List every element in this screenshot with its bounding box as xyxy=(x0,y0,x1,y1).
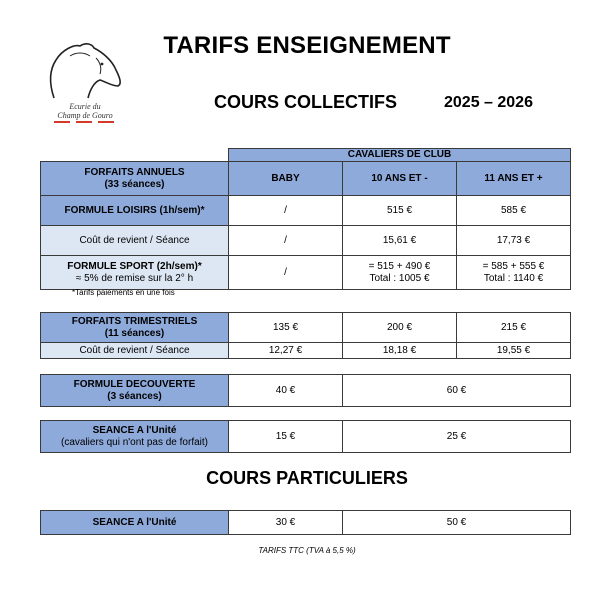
label-line: ≈ 5% de remise sur la 2° h xyxy=(75,272,194,284)
label-line: (33 séances) xyxy=(104,178,165,190)
logo-text: Champ de Gouro xyxy=(57,111,113,120)
price-line: Total : 1005 € xyxy=(369,272,430,284)
price-cell: 18,18 € xyxy=(343,343,457,359)
logo-dash xyxy=(54,121,70,123)
footer-note: TARIFS TTC (TVA à 5,5 %) xyxy=(258,546,356,555)
price-cell: 19,55 € xyxy=(457,343,571,359)
season-label: 2025 – 2026 xyxy=(444,94,533,111)
price-cell: 515 € xyxy=(343,196,457,226)
row-label xyxy=(41,256,229,290)
price-cell: 215 € xyxy=(457,313,571,343)
price-cell: 30 € xyxy=(229,511,343,535)
annual-table xyxy=(40,148,571,290)
row-label: FORMULE LOISIRS (1h/sem)* xyxy=(41,196,229,226)
col-header-10: 10 ANS ET - xyxy=(343,162,457,196)
price-cell: 50 € xyxy=(343,511,571,535)
price-cell xyxy=(343,256,457,290)
price-cell: 15,61 € xyxy=(343,226,457,256)
price-cell: 17,73 € xyxy=(457,226,571,256)
row-label xyxy=(41,421,229,453)
price-line: = 585 + 555 € xyxy=(482,260,545,272)
price-line: Total : 1140 € xyxy=(483,272,544,284)
row-label: SEANCE A l'Unité xyxy=(41,511,229,535)
label-line: FORFAITS ANNUELS xyxy=(84,166,185,178)
label-line: (cavaliers qui n'ont pas de forfait) xyxy=(61,436,208,448)
price-cell: / xyxy=(229,226,343,256)
label-line: SEANCE A l'Unité xyxy=(92,424,177,436)
price-cell xyxy=(457,256,571,290)
row-label xyxy=(41,375,229,407)
price-cell: / xyxy=(229,256,343,290)
price-cell: 200 € xyxy=(343,313,457,343)
row-label: Coût de revient / Séance xyxy=(41,343,229,359)
price-cell: 585 € xyxy=(457,196,571,226)
price-cell: 135 € xyxy=(229,313,343,343)
price-cell: 12,27 € xyxy=(229,343,343,359)
section-heading: COURS PARTICULIERS xyxy=(206,468,408,488)
page-title: TARIFS ENSEIGNEMENT xyxy=(163,32,451,59)
row-label xyxy=(41,313,229,343)
logo-dash xyxy=(98,121,114,123)
label-line: FORMULE DECOUVERTE xyxy=(73,378,196,390)
seance-table xyxy=(40,420,571,453)
empty-cell xyxy=(41,149,229,162)
price-line: = 515 + 490 € xyxy=(368,260,431,272)
trim-table xyxy=(40,312,571,359)
row-label: Coût de revient / Séance xyxy=(41,226,229,256)
col-header-baby: BABY xyxy=(229,162,343,196)
price-cell: 40 € xyxy=(229,375,343,407)
decouverte-table xyxy=(40,374,571,407)
logo-dash xyxy=(76,121,92,123)
price-cell: / xyxy=(229,196,343,226)
label-line: (11 séances) xyxy=(104,327,165,339)
price-cell: 15 € xyxy=(229,421,343,453)
footnote: *Tarifs paiements en une fois xyxy=(72,288,175,297)
label-line: (3 séances) xyxy=(107,390,162,402)
group-header: CAVALIERS DE CLUB xyxy=(229,149,571,162)
logo-text: Ecurie du xyxy=(69,102,101,111)
price-cell: 60 € xyxy=(343,375,571,407)
label-line: FORMULE SPORT (2h/sem)* xyxy=(67,260,202,272)
col-header-11: 11 ANS ET + xyxy=(457,162,571,196)
row-label xyxy=(41,162,229,196)
label-line: FORFAITS TRIMESTRIELS xyxy=(71,315,198,327)
section-subtitle: COURS COLLECTIFS xyxy=(214,92,397,112)
price-cell: 25 € xyxy=(343,421,571,453)
particuliers-table xyxy=(40,510,571,535)
